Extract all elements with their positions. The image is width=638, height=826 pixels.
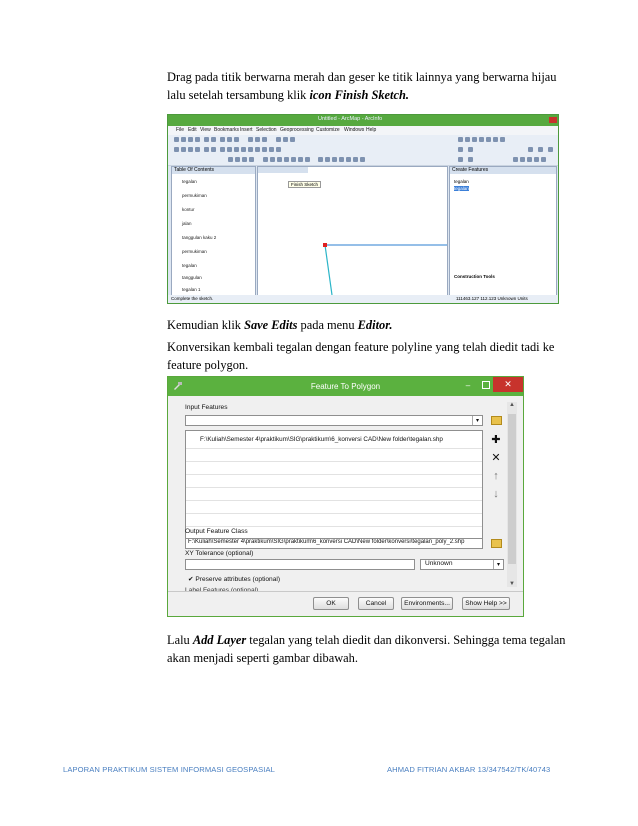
menu-geoprocessing[interactable]: Geoprocessing <box>280 127 314 133</box>
paragraph-emphasis: Save Edits <box>244 318 298 332</box>
add-icon[interactable]: ✚ <box>491 434 501 446</box>
editor-toolbar <box>168 155 558 166</box>
footer-right: AHMAD FITRIAN AKBAR 13/347542/TK/40743 <box>387 765 551 774</box>
sketch-canvas[interactable] <box>258 167 447 295</box>
menu-help[interactable]: Help <box>366 127 377 133</box>
units-dropdown[interactable] <box>420 559 504 570</box>
close-button[interactable]: ✕ <box>493 377 523 392</box>
xy-tolerance-label: XY Tolerance (optional) <box>185 550 254 557</box>
toc-layer[interactable]: tanggulan kaku 2 <box>182 235 217 240</box>
checkbox-label: Preserve attributes (optional) <box>195 576 281 583</box>
input-features-list[interactable] <box>185 430 483 543</box>
units-value: Unknown <box>425 560 453 567</box>
paragraph-emphasis: Editor. <box>357 318 393 332</box>
finish-sketch-tooltip: Finish Sketch <box>288 181 321 188</box>
list-item[interactable]: F:\Kuliah\Semester 4\praktikum\SIG\praktikum\6_konversi CAD\New folder\tegalan.shp <box>200 436 443 443</box>
xy-tolerance-input[interactable] <box>185 559 415 570</box>
toc-layer[interactable]: permukiman <box>182 249 207 254</box>
menu-bookmarks[interactable]: Bookmarks <box>214 127 240 133</box>
paragraph-emphasis: icon Finish Sketch. <box>309 88 409 102</box>
input-features-label: Input Features <box>185 404 228 411</box>
chevron-down-icon[interactable]: ▾ <box>472 416 482 425</box>
dialog-title: Feature To Polygon <box>310 382 381 391</box>
close-icon[interactable] <box>549 117 557 123</box>
toc-layer[interactable]: tegalan 1 <box>182 287 201 292</box>
minimize-button[interactable]: – <box>465 381 471 390</box>
toc-layer[interactable]: tanggulan <box>182 275 202 280</box>
instruction-paragraph-4 <box>167 631 567 667</box>
status-left: Complete the sketch. <box>171 296 214 301</box>
paragraph-text: Kemudian klik <box>167 318 245 332</box>
paragraph-text: pada menu <box>297 318 358 332</box>
scroll-down-icon[interactable]: ▼ <box>509 581 515 587</box>
footer-left: LAPORAN PRAKTIKUM SISTEM INFORMASI GEOSPASIAL <box>63 765 275 774</box>
map-display[interactable] <box>257 166 448 296</box>
menu-insert[interactable]: Insert <box>240 127 253 133</box>
output-feature-class-label: Output Feature Class <box>185 528 248 535</box>
dialog-scrollbar[interactable] <box>507 402 517 587</box>
sketch-segment <box>325 245 332 295</box>
dialog-titlebar <box>168 377 523 396</box>
template-item[interactable]: tegalan <box>454 179 469 184</box>
menu-edit[interactable]: Edit <box>188 127 197 133</box>
input-features-dropdown[interactable] <box>185 415 483 426</box>
cancel-button[interactable]: Cancel <box>358 597 394 610</box>
paragraph-text: Konversikan kembali tegalan dengan feature polyline yang telah diedit tadi ke feature polygon. <box>167 340 555 372</box>
maximize-button[interactable] <box>482 381 490 389</box>
environments-button[interactable]: Environments... <box>401 597 453 610</box>
paragraph-text: Lalu <box>167 633 193 647</box>
scroll-thumb[interactable] <box>508 414 516 564</box>
remove-icon[interactable]: ✕ <box>491 452 501 464</box>
menu-selection[interactable]: Selection <box>256 127 277 133</box>
toc-layer[interactable]: permukiman <box>182 193 207 198</box>
toc-title: Table Of Contents <box>172 167 255 174</box>
paragraph-emphasis: Add Layer <box>192 633 247 647</box>
paragraph-text: Drag pada titik berwarna merah dan geser ke titik lainnya yang berwarna hijau lalu setelah tersambung klik <box>167 70 557 102</box>
status-bar <box>168 295 558 303</box>
toc-layer[interactable]: kontur <box>182 207 195 212</box>
menu-windows[interactable]: Windows <box>344 127 365 133</box>
ok-button[interactable]: OK <box>313 597 349 610</box>
browse-folder-icon[interactable] <box>491 416 502 425</box>
down-icon[interactable]: ↓ <box>493 488 499 500</box>
toc-layer[interactable]: tegalan <box>182 263 197 268</box>
instruction-paragraph-2 <box>167 316 567 334</box>
arcmap-titlebar <box>168 115 558 126</box>
dialog-button-bar <box>168 591 523 616</box>
table-of-contents <box>171 166 256 296</box>
toc-layer[interactable]: jalan <box>182 221 192 226</box>
minimize-icon[interactable] <box>526 117 534 123</box>
toc-layer[interactable]: tegalan <box>182 179 197 184</box>
arcmap-screenshot <box>167 114 559 304</box>
arcmap-title: Untitled - ArcMap - ArcInfo <box>318 116 383 122</box>
construction-tools-label: Construction Tools <box>454 274 495 279</box>
create-features-panel <box>449 166 557 296</box>
red-vertex <box>323 243 327 247</box>
checkmark-icon: ✔ <box>188 576 194 583</box>
menu-customize[interactable]: Customize <box>316 127 340 133</box>
browse-folder-icon[interactable] <box>491 539 502 548</box>
instruction-paragraph-1 <box>167 68 567 104</box>
show-help-button[interactable]: Show Help >> <box>462 597 510 610</box>
up-icon[interactable]: ↑ <box>493 470 499 482</box>
create-features-title: Create Features <box>450 167 556 174</box>
arcmap-menubar <box>168 126 558 135</box>
paragraph-text: tegalan yang telah diedit dan dikonversi. Sehingga tema tegalan akan menjadi seperti gambar dibawah. <box>167 633 566 665</box>
instruction-paragraph-3 <box>167 338 567 374</box>
template-item[interactable]: tegalan <box>454 186 469 191</box>
maximize-icon[interactable] <box>538 117 546 123</box>
chevron-down-icon[interactable]: ▾ <box>493 560 503 569</box>
status-right: 111463.127 112.123 Unknown Units <box>456 296 528 301</box>
output-feature-class-input[interactable]: F:\Kuliah\Semester 4\praktikum\SIG\praktikum\6_konversi CAD\New folder\konversi\tegalan_poly_2.shp <box>185 538 483 549</box>
scroll-up-icon[interactable]: ▲ <box>509 402 515 408</box>
menu-file[interactable]: File <box>176 127 185 133</box>
menu-view[interactable]: View <box>200 127 211 133</box>
feature-to-polygon-dialog <box>167 376 524 617</box>
preserve-attributes-checkbox[interactable] <box>188 575 280 583</box>
